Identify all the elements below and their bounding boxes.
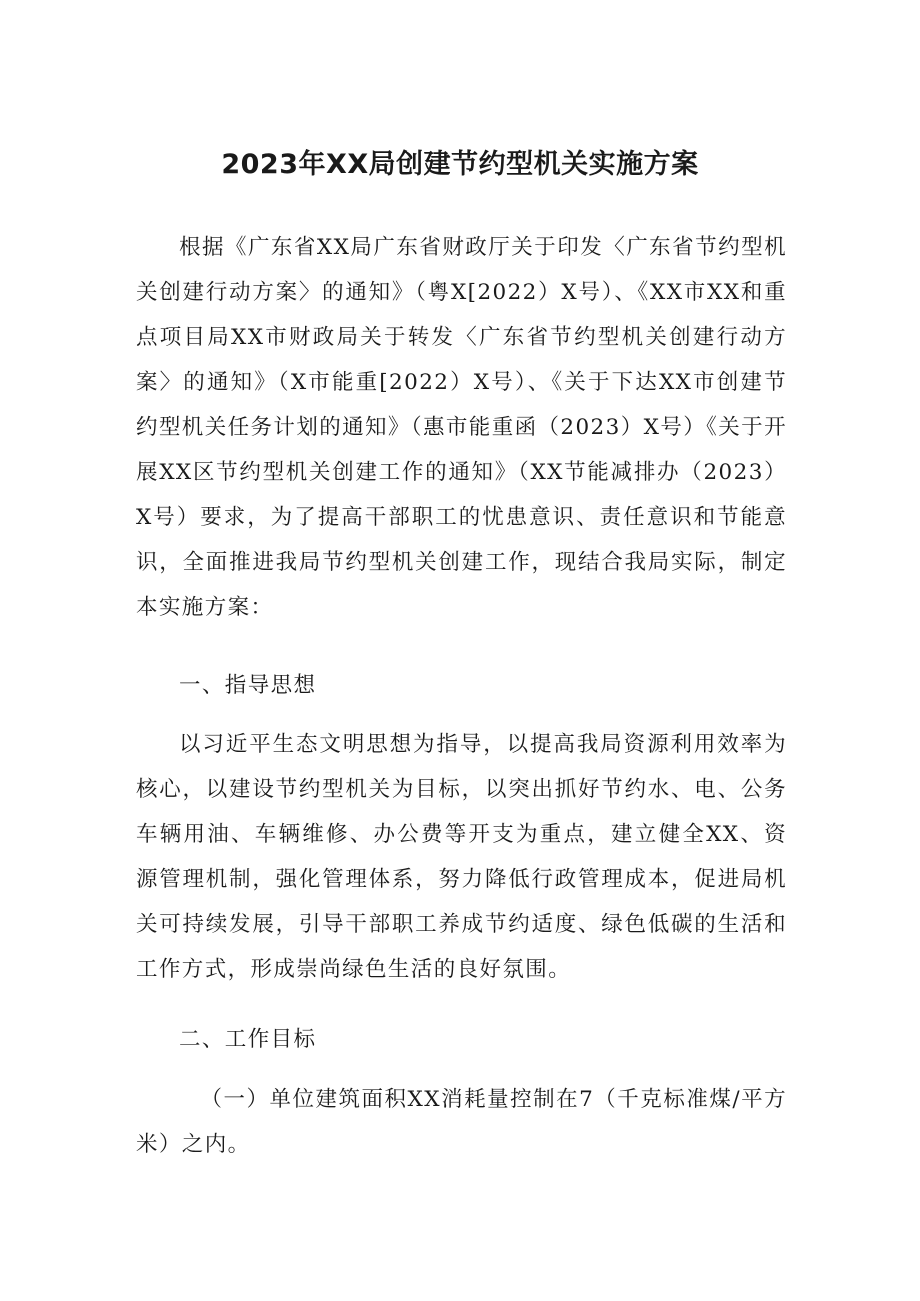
work-goal-item-1: （一）单位建筑面积XX消耗量控制在7（千克标准煤/平方米）之内。: [136, 1087, 787, 1157]
guiding-ideology-paragraph: 以习近平生态文明思想为指导，以提高我局资源利用效率为核心，以建设节约型机关为目标，以突出抓好节约水、电、公务车辆用油、车辆维修、办公费等开支为重点，建立健全XX、资源管理机制，强化管理体系，努力降低行政管理成本，促进局机关可持续发展，引导干部职工养成节约适度、绿色低碳的生活和工作方式，形成崇尚绿色生活的良好氛围。: [136, 732, 787, 982]
section-heading-work-goals: 二、工作目标: [179, 1027, 317, 1052]
document-title: 2023年XX局创建节约型机关实施方案: [221, 149, 699, 180]
intro-paragraph: 根据《广东省XX局广东省财政厅关于印发〈广东省节约型机关创建行动方案〉的通知》（粤X[2022）X号）、《XX市XX和重点项目局XX市财政局关于转发〈广东省节约型机关创建行动方案〉的通知》（X市能重[2022）X号）、《关于下达XX市创建节约型机关任务计划的通知》（惠市能重函（2023）X号）《关于开展XX区节约型机关创建工作的通知》（XX节能减排办（2023）X号）要求，为了提高干部职工的忧患意识、责任意识和节能意识，全面推进我局节约型机关创建工作，现结合我局实际，制定本实施方案：: [136, 235, 787, 620]
section-heading-guiding-ideology: 一、指导思想: [179, 673, 317, 698]
